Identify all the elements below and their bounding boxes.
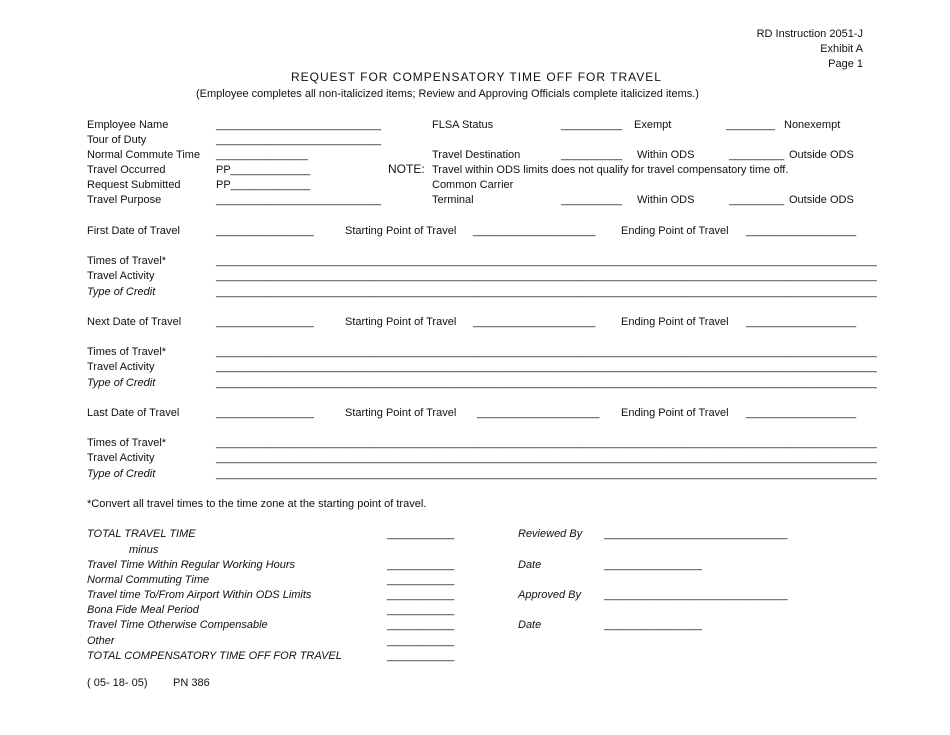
normal-commuting-label: Normal Commuting Time (87, 574, 210, 586)
last-times-field[interactable]: ____________________________________________________________________________________________________________ (216, 437, 877, 449)
approved-by-label: Approved By (518, 589, 581, 601)
review-date-label: Date (518, 559, 542, 571)
approve-date-label: Date (518, 619, 542, 631)
meal-period-field[interactable]: ___________ (387, 604, 455, 616)
first-date-label: First Date of Travel (87, 225, 180, 237)
first-end-label: Ending Point of Travel (621, 225, 729, 237)
next-end-field[interactable]: __________________ (746, 316, 857, 328)
last-credit-field[interactable]: ____________________________________________________________________________________________________________ (216, 468, 877, 480)
tour-of-duty-field[interactable]: ___________________________ (216, 134, 382, 146)
employee-name-label: Employee Name (87, 119, 169, 131)
pn-number: PN 386 (173, 677, 210, 689)
destination-within-field[interactable]: __________ (561, 149, 623, 161)
travel-purpose-label: Travel Purpose (87, 194, 162, 206)
first-credit-field[interactable]: ____________________________________________________________________________________________________________ (216, 286, 877, 298)
next-times-label: Times of Travel* (87, 346, 167, 358)
next-start-label: Starting Point of Travel (345, 316, 457, 328)
approved-by-field[interactable]: ______________________________ (604, 589, 788, 601)
exhibit-label: Exhibit A (820, 43, 863, 55)
last-end-field[interactable]: __________________ (746, 407, 857, 419)
last-credit-label: Type of Credit (87, 468, 156, 480)
terminal-label: Terminal (432, 194, 474, 206)
approve-date-field[interactable]: ________________ (604, 619, 702, 631)
next-credit-field[interactable]: ____________________________________________________________________________________________________________ (216, 377, 877, 389)
next-date-field[interactable]: ________________ (216, 316, 314, 328)
otherwise-compensable-field[interactable]: ___________ (387, 619, 455, 631)
otherwise-compensable-label: Travel Time Otherwise Compensable (87, 619, 268, 631)
form-subtitle: (Employee completes all non-italicized items; Review and Approving Officials complete italicized items.) (196, 88, 699, 100)
other-field[interactable]: ___________ (387, 635, 455, 647)
tour-of-duty-label: Tour of Duty (87, 134, 147, 146)
form-date: ( 05- 18- 05) (87, 677, 148, 689)
page-number: Page 1 (828, 58, 863, 70)
first-activity-label: Travel Activity (87, 270, 155, 282)
normal-commute-field[interactable]: _______________ (216, 149, 308, 161)
nonexempt-field[interactable]: ________ (726, 119, 775, 131)
reviewed-by-field[interactable]: ______________________________ (604, 528, 788, 540)
normal-commuting-field[interactable]: ___________ (387, 574, 455, 586)
next-credit-label: Type of Credit (87, 377, 156, 389)
destination-within-label: Within ODS (637, 149, 695, 161)
travel-purpose-field[interactable]: ___________________________ (216, 194, 382, 206)
next-times-field[interactable]: ____________________________________________________________________________________________________________ (216, 346, 877, 358)
terminal-within-label: Within ODS (637, 194, 695, 206)
instruction-number: RD Instruction 2051-J (756, 28, 863, 40)
travel-occurred-label: Travel Occurred (87, 164, 166, 176)
nonexempt-label: Nonexempt (784, 119, 841, 131)
convert-note: *Convert all travel times to the time zone at the starting point of travel. (87, 498, 427, 510)
total-comp-label: TOTAL COMPENSATORY TIME OFF FOR TRAVEL (87, 650, 342, 662)
destination-outside-field[interactable]: _________ (729, 149, 785, 161)
request-submitted-label: Request Submitted (87, 179, 181, 191)
first-credit-label: Type of Credit (87, 286, 156, 298)
travel-occurred-field[interactable]: PP_____________ (216, 164, 311, 176)
flsa-status-label: FLSA Status (432, 119, 494, 131)
travel-destination-label: Travel Destination (432, 149, 521, 161)
last-activity-field[interactable]: ____________________________________________________________________________________________________________ (216, 452, 877, 464)
next-start-field[interactable]: ____________________ (473, 316, 596, 328)
employee-name-field[interactable]: ___________________________ (216, 119, 382, 131)
request-submitted-field[interactable]: PP_____________ (216, 179, 311, 191)
common-carrier-label: Common Carrier (432, 179, 514, 191)
exempt-field[interactable]: __________ (561, 119, 623, 131)
last-start-label: Starting Point of Travel (345, 407, 457, 419)
first-start-field[interactable]: ____________________ (473, 225, 596, 237)
airport-label: Travel time To/From Airport Within ODS Limits (87, 589, 312, 601)
first-end-field[interactable]: __________________ (746, 225, 857, 237)
total-travel-time-field[interactable]: ___________ (387, 528, 455, 540)
exempt-label: Exempt (634, 119, 672, 131)
first-times-label: Times of Travel* (87, 255, 167, 267)
reviewed-by-label: Reviewed By (518, 528, 583, 540)
form-title: REQUEST FOR COMPENSATORY TIME OFF FOR TRAVEL (291, 70, 662, 84)
terminal-outside-field[interactable]: _________ (729, 194, 785, 206)
total-travel-time-label: TOTAL TRAVEL TIME (87, 528, 196, 540)
review-date-field[interactable]: ________________ (604, 559, 702, 571)
next-date-label: Next Date of Travel (87, 316, 182, 328)
regular-hours-field[interactable]: ___________ (387, 559, 455, 571)
normal-commute-label: Normal Commute Time (87, 149, 201, 161)
last-activity-label: Travel Activity (87, 452, 155, 464)
minus-label: minus (129, 544, 159, 556)
next-activity-field[interactable]: ____________________________________________________________________________________________________________ (216, 361, 877, 373)
first-times-field[interactable]: ____________________________________________________________________________________________________________ (216, 255, 877, 267)
other-label: Other (87, 635, 115, 647)
airport-field[interactable]: ___________ (387, 589, 455, 601)
note-label: NOTE: (388, 162, 425, 176)
destination-outside-label: Outside ODS (789, 149, 854, 161)
regular-hours-label: Travel Time Within Regular Working Hours (87, 559, 296, 571)
meal-period-label: Bona Fide Meal Period (87, 604, 199, 616)
first-start-label: Starting Point of Travel (345, 225, 457, 237)
last-date-field[interactable]: ________________ (216, 407, 314, 419)
total-comp-field[interactable]: ___________ (387, 650, 455, 662)
first-activity-field[interactable]: ____________________________________________________________________________________________________________ (216, 270, 877, 282)
last-end-label: Ending Point of Travel (621, 407, 729, 419)
terminal-within-field[interactable]: __________ (561, 194, 623, 206)
next-end-label: Ending Point of Travel (621, 316, 729, 328)
next-activity-label: Travel Activity (87, 361, 155, 373)
last-times-label: Times of Travel* (87, 437, 167, 449)
terminal-outside-label: Outside ODS (789, 194, 854, 206)
note-text: Travel within ODS limits does not qualify for travel compensatory time off. (432, 164, 789, 176)
last-date-label: Last Date of Travel (87, 407, 180, 419)
first-date-field[interactable]: ________________ (216, 225, 314, 237)
last-start-field[interactable]: ____________________ (477, 407, 600, 419)
